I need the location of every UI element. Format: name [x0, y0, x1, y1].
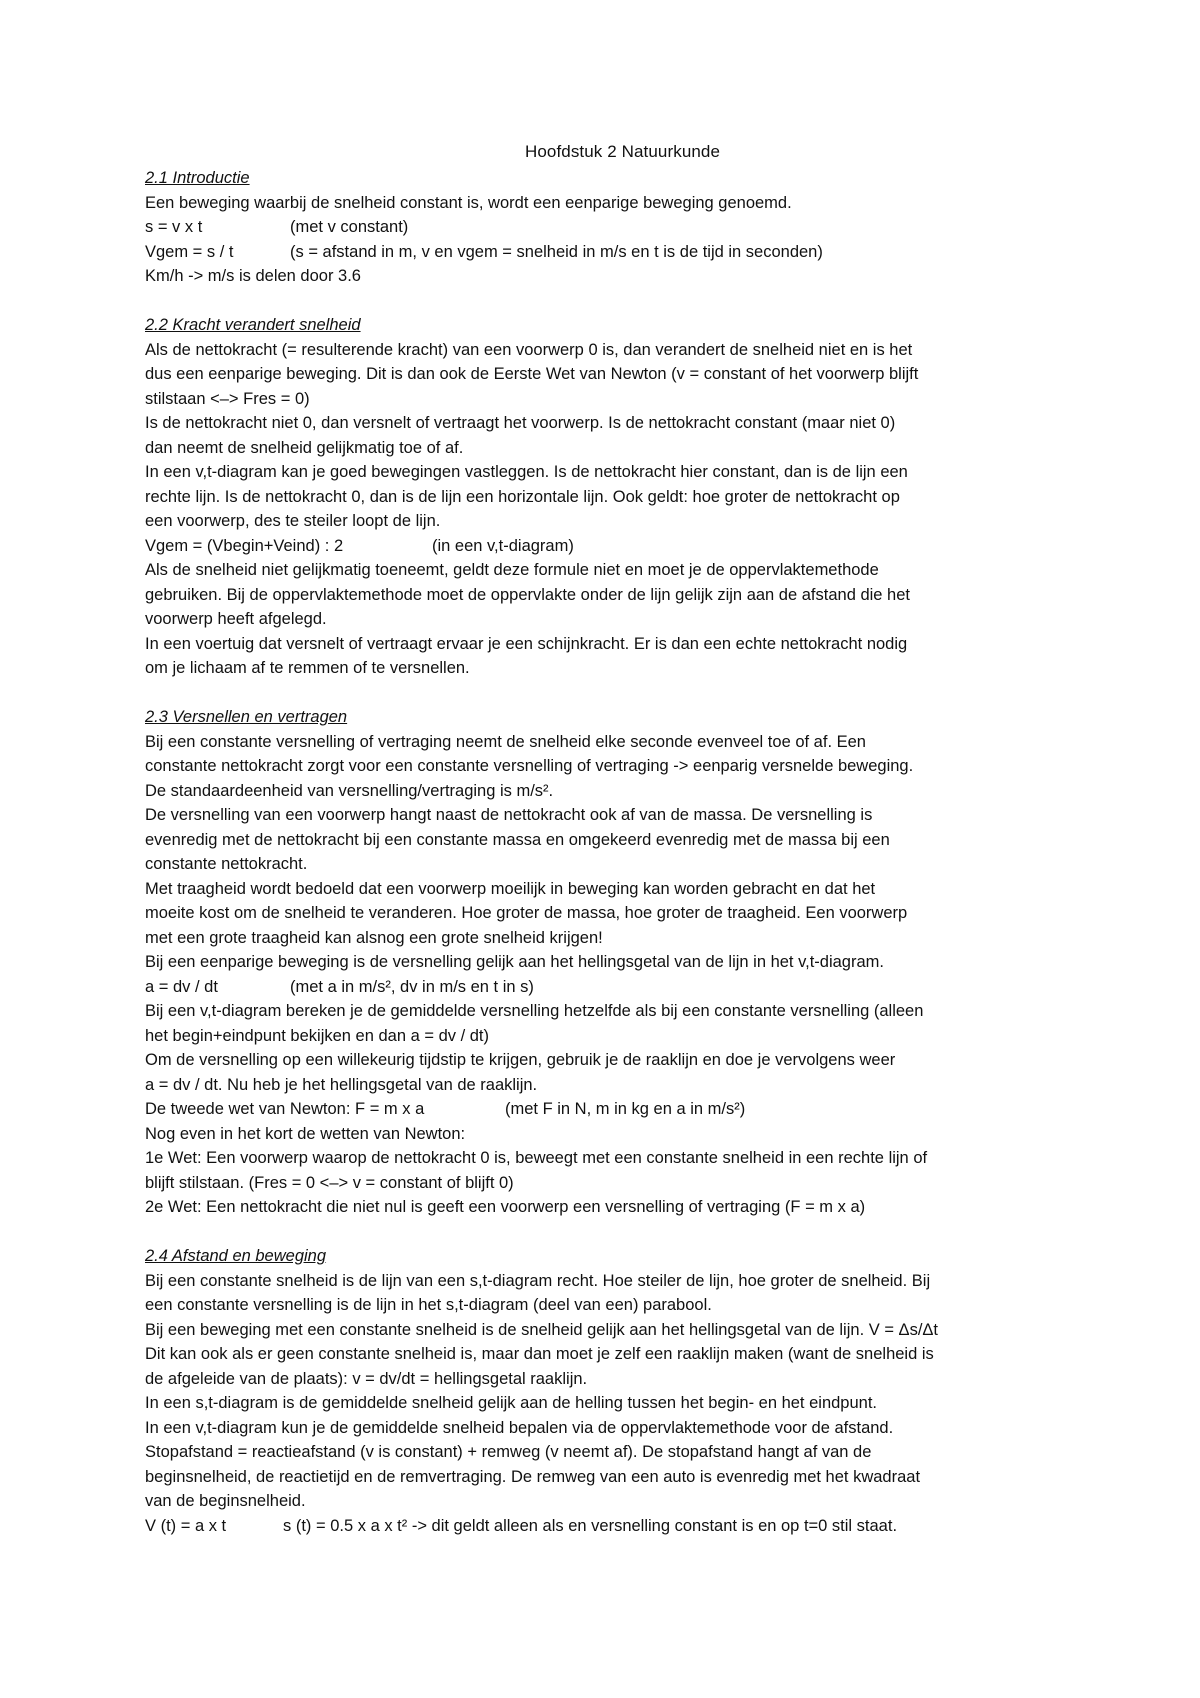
text-line: Als de nettokracht (= resulterende kracht) van een voorwerp 0 is, dan verandert de snelheid niet en is het — [145, 340, 913, 359]
formula-line — [145, 1514, 1100, 1539]
formula-note: (met v constant) — [290, 218, 409, 236]
formula-note: s (t) = 0.5 x a x t² -> dit geldt alleen als en versnelling constant is en op t=0 stil staat. — [283, 1516, 898, 1535]
text-line: Bij een beweging met een constante snelheid is de snelheid gelijk aan het hellingsgetal van de lijn. V = Δs/Δt — [145, 1320, 939, 1339]
text-line: In een v,t-diagram kan je goed bewegingen vastleggen. Is de nettokracht hier constant, dan is de lijn een — [145, 463, 908, 481]
formula-line — [145, 215, 1100, 240]
text-line: constante nettokracht. — [145, 855, 308, 873]
text-line: om je lichaam af te remmen of te versnellen. — [145, 659, 470, 677]
text-line: 2e Wet: Een nettokracht die niet nul is geeft een voorwerp een versnelling of vertraging (F = m x a) — [145, 1198, 866, 1216]
text-line: Km/h -> m/s is delen door 3.6 — [145, 267, 361, 285]
section-2-2 — [145, 313, 1100, 681]
text-line: Bij een eenparige beweging is de versnelling gelijk aan het hellingsgetal van de lijn in het v,t-diagram. — [145, 953, 884, 971]
formula-line — [145, 240, 1100, 265]
text-line: de afgeleide van de plaats): v = dv/dt = hellingsgetal raaklijn. — [145, 1369, 588, 1388]
section-heading: 2.4 Afstand en beweging — [145, 1247, 327, 1265]
formula-line — [145, 1097, 1100, 1122]
text-line: gebruiken. Bij de oppervlaktemethode moet de oppervlakte onder de lijn gelijk zijn aan de afstand die het — [145, 585, 910, 604]
text-line: De standaardeenheid van versnelling/vertraging is m/s². — [145, 781, 554, 800]
text-line: Stopafstand = reactieafstand (v is constant) + remweg (v neemt af). De stopafstand hangt af van de — [145, 1443, 872, 1461]
formula-note: (met a in m/s², dv in m/s en t in s) — [290, 977, 534, 996]
text-line: Bij een v,t-diagram bereken je de gemiddelde versnelling hetzelfde als bij een constante versnelling (alleen — [145, 1002, 924, 1020]
formula: De tweede wet van Newton: F = m x a — [145, 1100, 425, 1118]
text-line: Bij een constante snelheid is de lijn van een s,t-diagram recht. Hoe steiler de lijn, hoe groter de snelheid. Bij — [145, 1271, 931, 1290]
text-line: Als de snelheid niet gelijkmatig toeneemt, geldt deze formule niet en moet je de oppervlaktemethode — [145, 561, 879, 579]
text-line: dan neemt de snelheid gelijkmatig toe of af. — [145, 438, 464, 457]
section-heading: 2.1 Introductie — [145, 169, 250, 187]
text-line: Dit kan ook als er geen constante snelheid is, maar dan moet je zelf een raaklijn maken (want de snelheid is — [145, 1345, 934, 1363]
formula: V (t) = a x t — [145, 1516, 227, 1535]
page-title: Hoofdstuk 2 Natuurkunde — [524, 142, 721, 161]
section-2-4 — [145, 1244, 1100, 1538]
text-line: Bij een constante versnelling of vertraging neemt de snelheid elke seconde evenveel toe of af. Een — [145, 732, 866, 751]
text-line: In een voertuig dat versnelt of vertraagt ervaar je een schijnkracht. Er is dan een echte nettokracht nodig — [145, 634, 908, 653]
text-line: beginsnelheid, de reactietijd en de remvertraging. De remweg van een auto is evenredig met het kwadraat — [145, 1467, 921, 1486]
text-line: rechte lijn. Is de nettokracht 0, dan is de lijn een horizontale lijn. Ook geldt: hoe groter de nettokracht op — [145, 487, 900, 506]
text-line: Een beweging waarbij de snelheid constant is, wordt een eenparige beweging genoemd. — [145, 193, 792, 212]
formula-note: (in een v,t-diagram) — [432, 536, 574, 555]
text-line: moeite kost om de snelheid te veranderen. Hoe groter de massa, hoe groter de traagheid. Een voorwerp — [145, 904, 908, 922]
text-line: met een grote traagheid kan alsnog een grote snelheid krijgen! — [145, 928, 603, 947]
text-line: evenredig met de nettokracht bij een constante massa en omgekeerd evenredig met de massa bij een — [145, 830, 890, 849]
formula: a = dv / dt — [145, 977, 218, 996]
formula-line — [145, 975, 1100, 1000]
text-line: Met traagheid wordt bedoeld dat een voorwerp moeilijk in beweging kan worden gebracht en dat het — [145, 879, 876, 898]
formula: Vgem = (Vbegin+Veind) : 2 — [145, 536, 344, 555]
formula: Vgem = s / t — [145, 242, 234, 261]
text-line: van de beginsnelheid. — [145, 1492, 306, 1510]
formula-note: (met F in N, m in kg en a in m/s²) — [505, 1100, 746, 1118]
formula: s = v x t — [145, 218, 203, 236]
section-heading: 2.2 Kracht verandert snelheid — [145, 316, 361, 334]
section-heading: 2.3 Versnellen en vertragen — [145, 708, 348, 726]
text-line: De versnelling van een voorwerp hangt naast de nettokracht ook af van de massa. De versnelling is — [145, 806, 873, 824]
text-line: stilstaan <–> Fres = 0) — [145, 389, 310, 408]
text-line: Is de nettokracht niet 0, dan versnelt of vertraagt het voorwerp. Is de nettokracht constant (maar niet 0) — [145, 414, 896, 432]
text-line: Om de versnelling op een willekeurig tijdstip te krijgen, gebruik je de raaklijn en doe je vervolgens weer — [145, 1051, 896, 1069]
text-line: blijft stilstaan. (Fres = 0 <–> v = constant of blijft 0) — [145, 1173, 514, 1192]
text-line: het begin+eindpunt bekijken en dan a = dv / dt) — [145, 1026, 490, 1045]
text-line: constante nettokracht zorgt voor een constante versnelling of vertraging -> eenparig versnelde beweging. — [145, 757, 914, 775]
text-line: een constante versnelling is de lijn in het s,t-diagram (deel van een) parabool. — [145, 1296, 712, 1314]
formula-note: (s = afstand in m, v en vgem = snelheid in m/s en t is de tijd in seconden) — [290, 242, 823, 261]
text-line: In een v,t-diagram kun je de gemiddelde snelheid bepalen via de oppervlaktemethode voor de afstand. — [145, 1418, 894, 1437]
text-line: In een s,t-diagram is de gemiddelde snelheid gelijk aan de helling tussen het begin- en het eindpunt. — [145, 1394, 877, 1412]
text-line: een voorwerp, des te steiler loopt de lijn. — [145, 512, 441, 530]
section-2-1 — [145, 166, 1100, 289]
section-2-3 — [145, 705, 1100, 1220]
text-line: dus een eenparige beweging. Dit is dan ook de Eerste Wet van Newton (v = constant of het voorwerp blijft — [145, 365, 919, 383]
text-line: 1e Wet: Een voorwerp waarop de nettokracht 0 is, beweegt met een constante snelheid in een rechte lijn of — [145, 1149, 928, 1167]
text-line: Nog even in het kort de wetten van Newton: — [145, 1124, 466, 1143]
text-line: a = dv / dt. Nu heb je het hellingsgetal van de raaklijn. — [145, 1075, 538, 1094]
formula-line — [145, 534, 1100, 559]
text-line: voorwerp heeft afgelegd. — [145, 610, 327, 628]
